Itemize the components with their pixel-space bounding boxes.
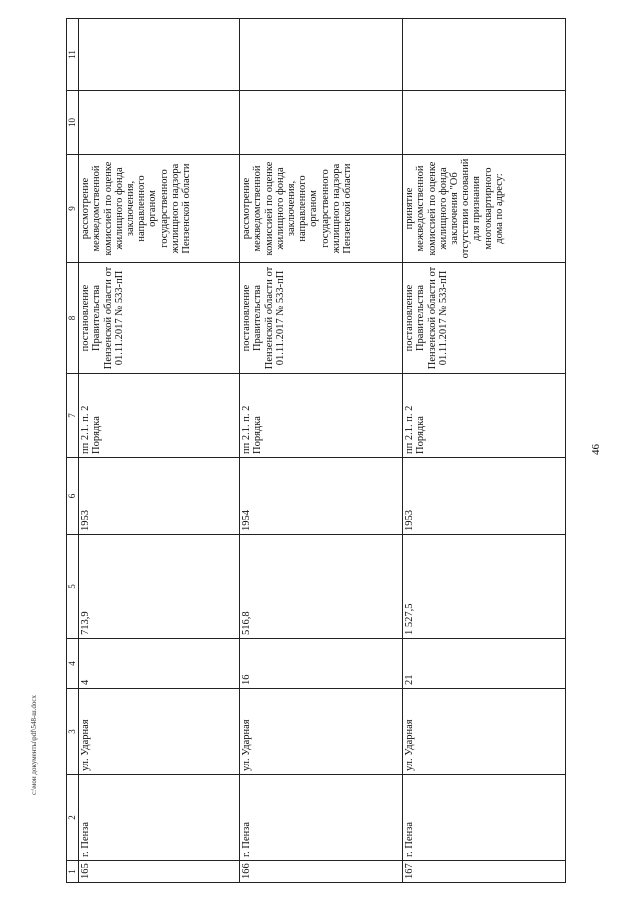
- row-number: 166: [240, 861, 403, 883]
- col-header-5: 5: [67, 535, 79, 639]
- col10-cell: [79, 91, 240, 155]
- basis-cell: пп 2.1. п. 2 Порядка: [240, 374, 403, 458]
- house-cell: 21: [403, 639, 566, 689]
- col-header-9: 9: [67, 155, 79, 263]
- street-cell: ул. Ударная: [403, 689, 566, 775]
- city-cell: г. Пенза: [79, 775, 240, 861]
- action-cell: принятие межведомственной комиссией по оценке жилищного фонда заключения "Об отсутствии оснований для признания многоквартирного дома по адресу:: [403, 155, 566, 263]
- col-header-8: 8: [67, 263, 79, 374]
- row-number: 167: [403, 861, 566, 883]
- table-row: [79, 19, 240, 883]
- city-cell: г. Пенза: [240, 775, 403, 861]
- col10-cell: [240, 91, 403, 155]
- row-number: 165: [79, 861, 240, 883]
- area-cell: 713,9: [79, 535, 240, 639]
- area-cell: 516,8: [240, 535, 403, 639]
- col-header-1: 1: [67, 861, 79, 883]
- col-header-6: 6: [67, 458, 79, 535]
- house-cell: 4: [79, 639, 240, 689]
- footer-file-path: c:\мои документы\pdf\548-ш.docx: [30, 694, 38, 795]
- col11-cell: [79, 19, 240, 91]
- column-number-header: [67, 19, 79, 883]
- table-row: [240, 19, 403, 883]
- col-header-2: 2: [67, 775, 79, 861]
- street-cell: ул. Ударная: [240, 689, 403, 775]
- document-cell: постановление Правительства Пензенской области от 01.11.2017 № 533-пП: [240, 263, 403, 374]
- document-cell: постановление Правительства Пензенской области от 01.11.2017 № 533-пП: [403, 263, 566, 374]
- city-cell: г. Пенза: [403, 775, 566, 861]
- table-row: [403, 19, 566, 883]
- action-cell: рассмотрение межведомственной комиссией по оценке жилищного фонда заключения, направленного органом государственного жилищного надзора Пензенской области: [240, 155, 403, 263]
- col-header-11: 11: [67, 19, 79, 91]
- col-header-7: 7: [67, 374, 79, 458]
- year-cell: 1954: [240, 458, 403, 535]
- col-header-3: 3: [67, 689, 79, 775]
- year-cell: 1953: [403, 458, 566, 535]
- col10-cell: [403, 91, 566, 155]
- col11-cell: [240, 19, 403, 91]
- year-cell: 1953: [79, 458, 240, 535]
- col11-cell: [403, 19, 566, 91]
- col-header-10: 10: [67, 91, 79, 155]
- action-cell: рассмотрение межведомственной комиссией по оценке жилищного фонда заключения, направленного органом государственного жилищного надзора Пензенской области: [79, 155, 240, 263]
- area-cell: 1 527,5: [403, 535, 566, 639]
- house-cell: 16: [240, 639, 403, 689]
- page-number: 46: [590, 444, 602, 455]
- street-cell: ул. Ударная: [79, 689, 240, 775]
- register-table: [66, 18, 566, 883]
- document-cell: постановление Правительства Пензенской области от 01.11.2017 № 533-пП: [79, 263, 240, 374]
- basis-cell: пп 2.1. п. 2 Порядка: [403, 374, 566, 458]
- col-header-4: 4: [67, 639, 79, 689]
- basis-cell: пп 2.1. п. 2 Порядка: [79, 374, 240, 458]
